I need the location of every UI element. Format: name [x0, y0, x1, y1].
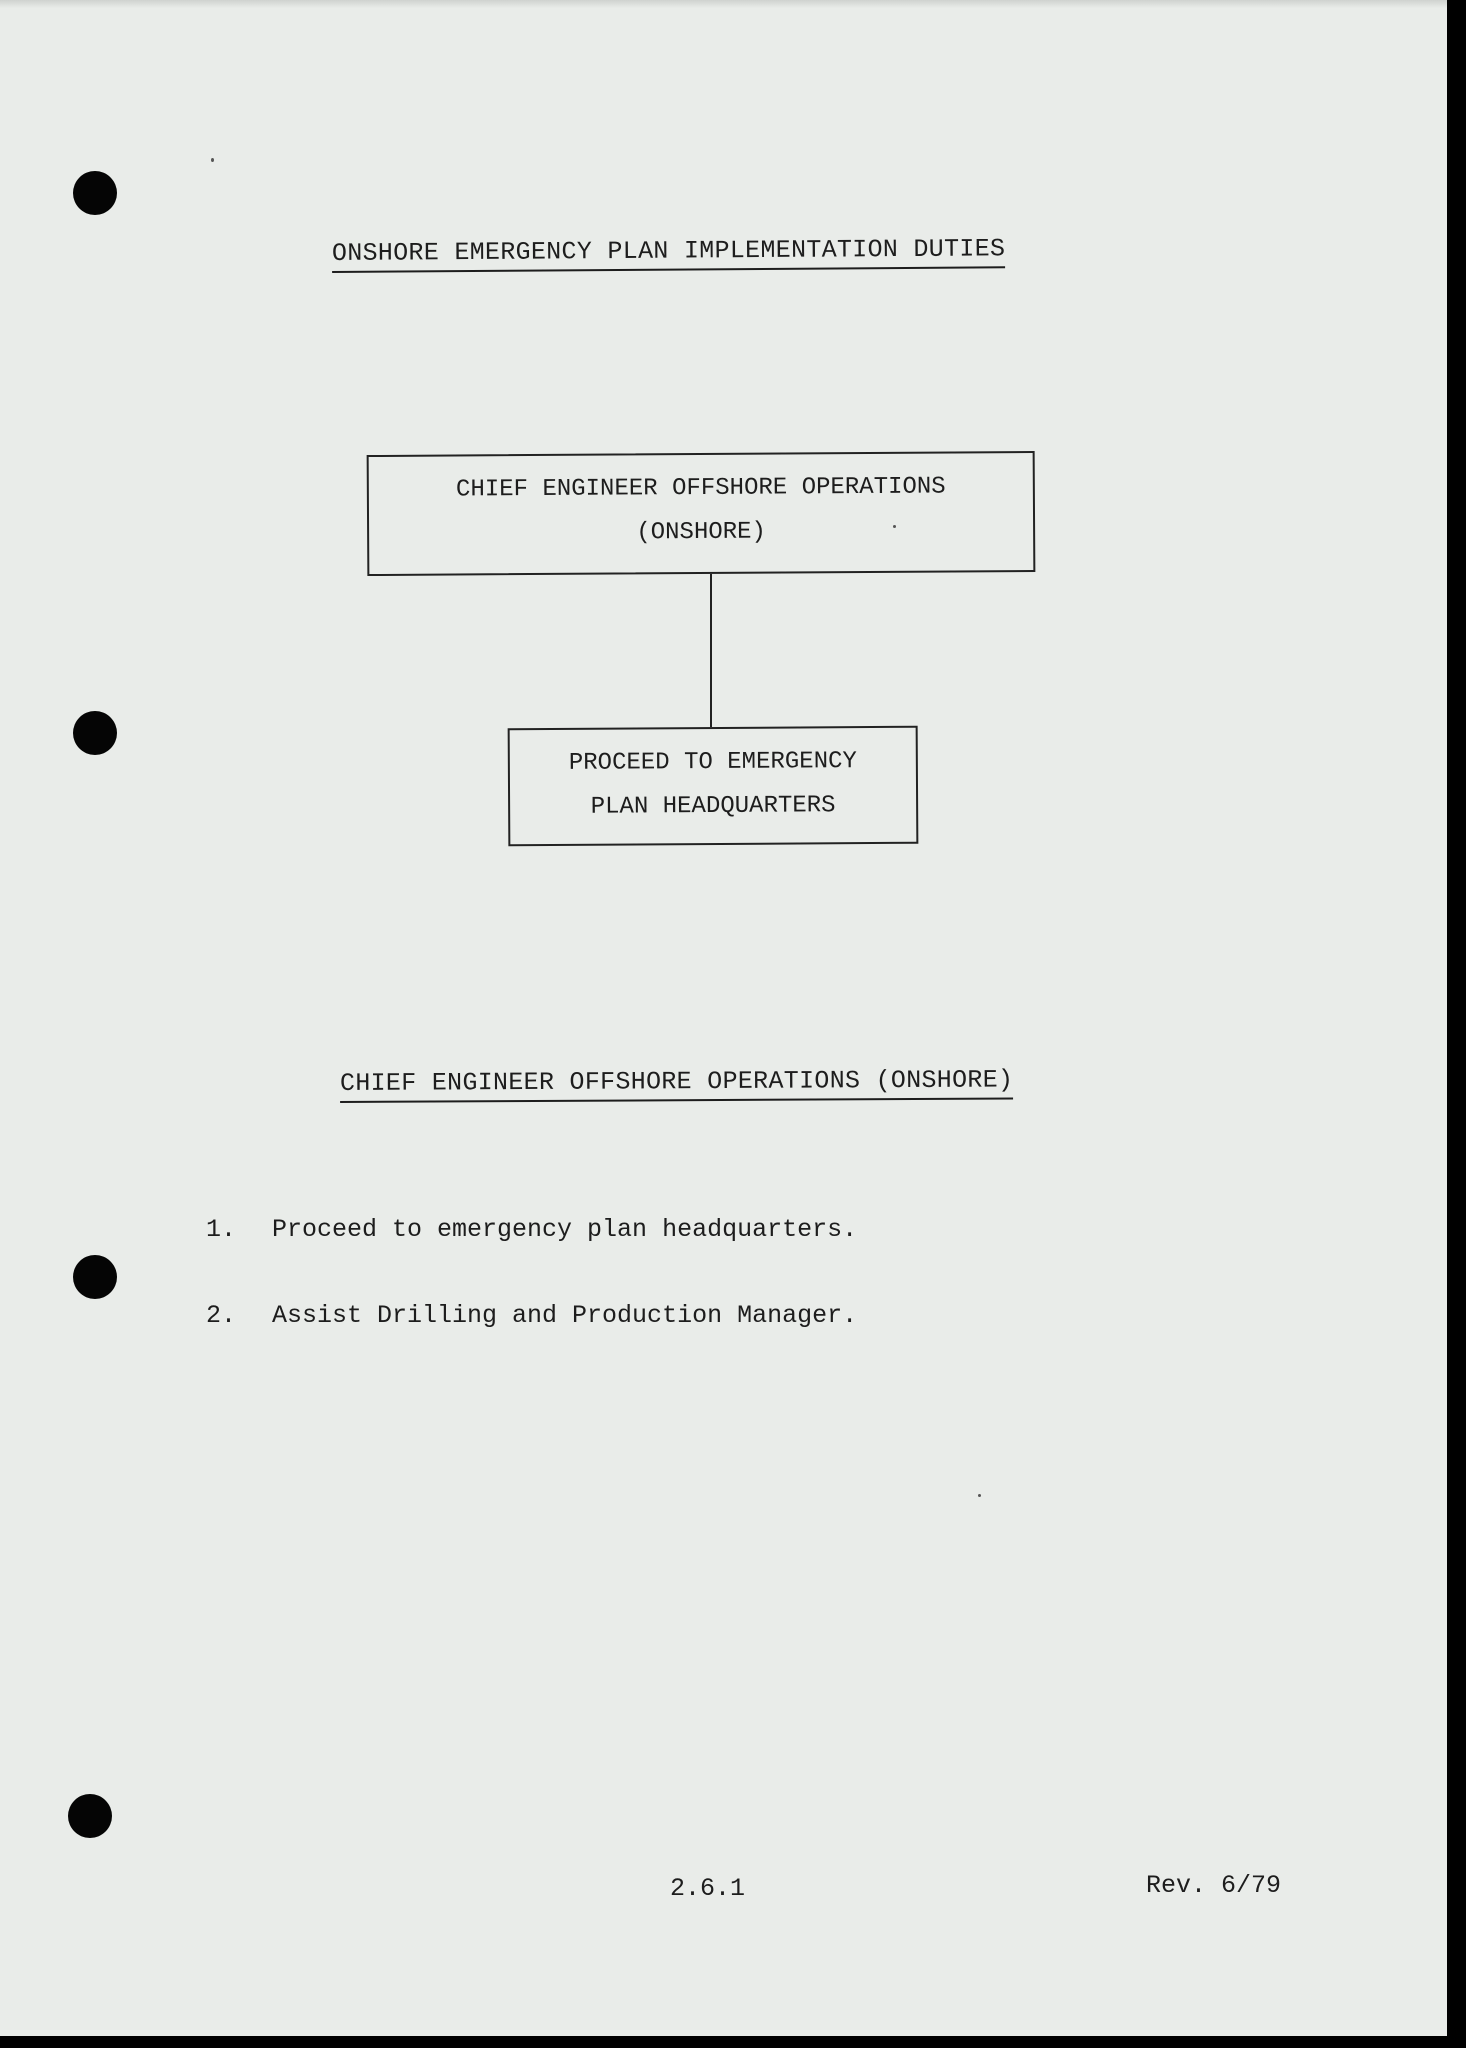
- punch-hole: [73, 171, 117, 215]
- paper-speck: [211, 158, 214, 162]
- punch-hole: [73, 1255, 117, 1299]
- box-line: (ONSHORE): [636, 518, 767, 547]
- page-edge-shadow: [0, 0, 1447, 8]
- org-chart-box-proceed-to-hq: [508, 726, 919, 847]
- box-line: PROCEED TO EMERGENCY: [568, 748, 857, 777]
- list-item: [206, 1214, 857, 1246]
- org-chart-connector: [710, 574, 712, 727]
- section-heading: CHIEF ENGINEER OFFSHORE OPERATIONS (ONSHORE): [340, 1065, 1013, 1103]
- paper-speck: [978, 1494, 981, 1497]
- page-number: 2.6.1: [670, 1874, 746, 1903]
- list-item: [206, 1300, 857, 1332]
- org-chart-box-chief-engineer: [367, 451, 1036, 576]
- list-item-text: Proceed to emergency plan headquarters.: [272, 1215, 858, 1244]
- box-line: PLAN HEADQUARTERS: [590, 792, 836, 821]
- revision-label: Rev. 6/79: [1146, 1871, 1282, 1900]
- box-line: CHIEF ENGINEER OFFSHORE OPERATIONS: [455, 473, 946, 504]
- list-item-text: Assist Drilling and Production Manager.: [272, 1301, 858, 1330]
- punch-hole: [68, 1794, 112, 1838]
- list-item-number: 1.: [206, 1215, 237, 1244]
- list-item-number: 2.: [206, 1301, 237, 1330]
- punch-hole: [73, 711, 117, 755]
- main-heading: ONSHORE EMERGENCY PLAN IMPLEMENTATION DUTIES: [332, 234, 1006, 273]
